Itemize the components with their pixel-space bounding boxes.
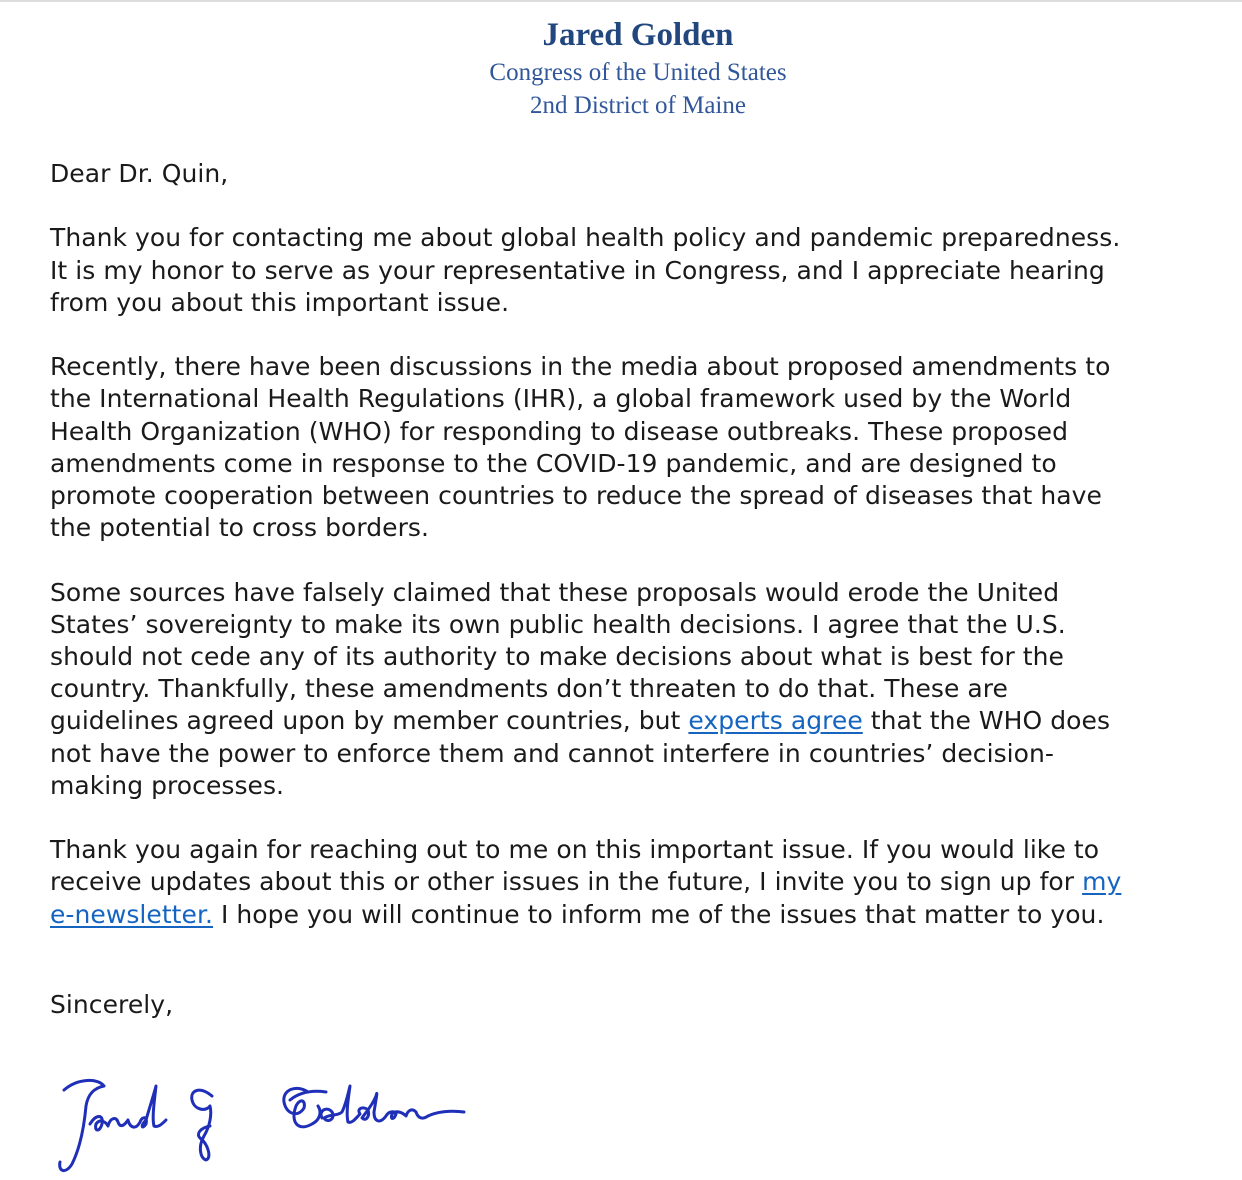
text-line: amendments come in response to the COVID-19 pandemic, and are designed to xyxy=(50,448,1057,478)
text-segment: guidelines agreed upon by member countries, but xyxy=(50,706,689,736)
text-line: It is my honor to serve as your representative in Congress, and I appreciate hearing xyxy=(50,255,1105,285)
text-line: Recently, there have been discussions in the media about proposed amendments to xyxy=(50,352,1111,382)
letterhead-district: 2nd District of Maine xyxy=(530,92,746,119)
paragraph-newsletter xyxy=(50,834,1230,931)
text-line: the International Health Regulations (IHR), a global framework used by the World xyxy=(50,384,1072,414)
letterhead-office: Congress of the United States xyxy=(489,59,787,86)
text-line: from you about this important issue. xyxy=(50,287,510,317)
experts-agree-link[interactable]: experts agree xyxy=(688,706,863,736)
text-line: country. Thankfully, these amendments don’t threaten to do that. These are xyxy=(50,674,1008,704)
newsletter-link-part1[interactable]: my xyxy=(1082,867,1122,897)
top-divider xyxy=(0,0,1242,2)
newsletter-link-part2[interactable]: e-newsletter. xyxy=(50,899,213,929)
closing: Sincerely, xyxy=(50,989,174,1019)
letterhead-name: Jared Golden xyxy=(542,17,734,53)
text-line: promote cooperation between countries to reduce the spread of diseases that have xyxy=(50,481,1102,510)
text-line: States’ sovereignty to make its own public health decisions. I agree that the U.S. xyxy=(50,609,1066,639)
text-line: making processes. xyxy=(50,770,285,800)
text-line: Health Organization (WHO) for responding to disease outbreaks. These proposed xyxy=(50,416,1069,446)
salutation: Dear Dr. Quin, xyxy=(50,159,229,188)
text-line xyxy=(50,899,1230,931)
text-segment: receive updates about this or other issues in the future, I invite you to sign up for xyxy=(50,867,1083,897)
text-line xyxy=(50,705,1230,737)
text-line: the potential to cross borders. xyxy=(50,513,429,543)
signature-image xyxy=(50,1066,480,1178)
text-segment: I hope you will continue to inform me of the issues that matter to you. xyxy=(213,899,1105,929)
paragraph-sovereignty xyxy=(50,577,1230,802)
text-line: should not cede any of its authority to make decisions about what is best for the xyxy=(50,642,1064,671)
text-line: not have the power to enforce them and cannot interfere in countries’ decision- xyxy=(50,738,1054,768)
text-line: Thank you again for reaching out to me on this important issue. If you would like to xyxy=(50,835,1100,865)
text-line: Some sources have falsely claimed that these proposals would erode the United xyxy=(50,577,1060,607)
paragraph-intro xyxy=(50,222,1230,319)
text-line xyxy=(50,866,1230,898)
text-line: Thank you for contacting me about global health policy and pandemic preparedness. xyxy=(50,223,1121,253)
paragraph-ihr-background xyxy=(50,351,1230,544)
letter-body xyxy=(50,158,1230,1021)
letterhead xyxy=(0,14,1242,122)
text-segment: that the WHO does xyxy=(862,706,1111,736)
